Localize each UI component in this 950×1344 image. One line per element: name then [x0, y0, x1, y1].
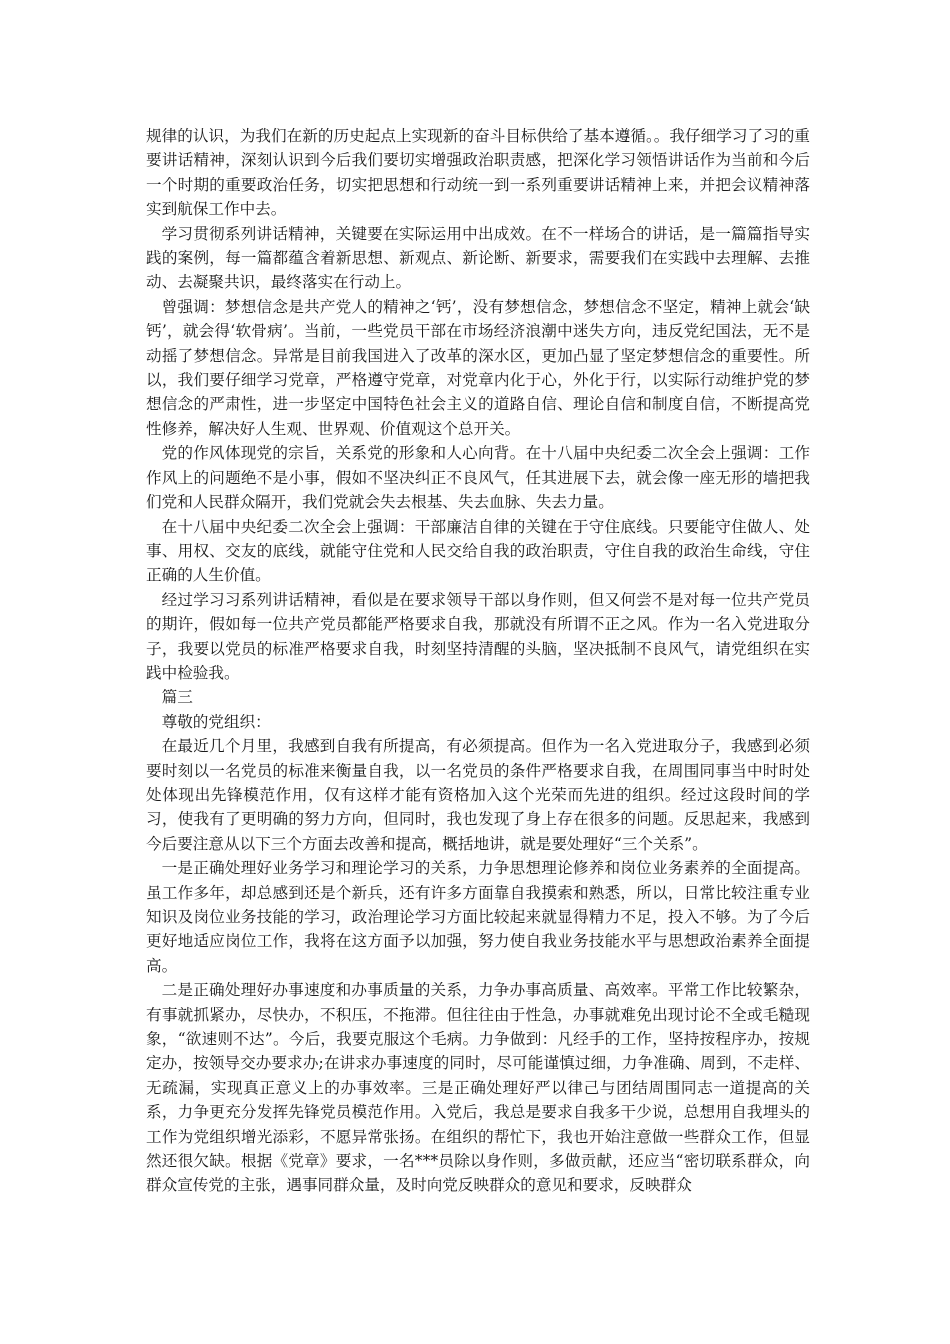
paragraph: 一是正确处理好业务学习和理论学习的关系，力争思想理论修养和岗位业务素养的全面提高。虽工作多年，却总感到还是个新兵，还有许多方面靠自我摸索和熟悉，所以，日常比较注重专业知识及岗位业务技能的学习，政治理论学习方面比较起来就显得精力不足，投入不够。为了今后更好地适应岗位工作，我将在这方面予以加强，努力使自我业务技能水平与思想政治素养全面提高。 — [146, 859, 810, 975]
paragraph: 曾强调：梦想信念是共产党人的精神之‘钙’，没有梦想信念，梦想信念不坚定，精神上就会‘缺钙’，就会得‘软骨病’。当前，一些党员干部在市场经济浪潮中迷失方向，违反党纪国法，无不是动摇了梦想信念。异常是目前我国进入了改革的深水区，更加凸显了坚定梦想信念的重要性。所以，我们要仔细学习党章，严格遵守党章，对党章内化于心，外化于行，以实际行动维护党的梦想信念的严肃性，进一步坚定中国特色社会主义的道路自信、理论自信和制度自信，不断提高党性修养，解决好人生观、世界观、价值观这个总开关。 — [146, 297, 810, 438]
paragraph: 在十八届中央纪委二次全会上强调：干部廉洁自律的关键在于守住底线。只要能守住做人、处事、用权、交友的底线，就能守住党和人民交给自我的政治职责，守住自我的政治生命线，守住正确的人生价值。 — [146, 517, 810, 585]
section-heading: 篇三 — [161, 688, 193, 707]
paragraph: 在最近几个月里，我感到自我有所提高，有必须提高。但作为一名入党进取分子，我感到必须要时刻以一名党员的标准来衡量自我，以一名党员的条件严格要求自我，在周围同事当中时时处处体现出先锋模范作用，仅有这样才能有资格加入这个光荣而先进的组织。经过这段时间的学习，使我有了更明确的努力方向，但同时，我也发现了身上存在很多的问题。反思起来，我感到今后要注意从以下三个方面去改善和提高，概括地讲，就是要处理好“三个关系”。 — [146, 737, 810, 853]
paragraph: 二是正确处理好办事速度和办事质量的关系，力争办事高质量、高效率。平常工作比较繁杂，有事就抓紧办，尽快办，不积压，不拖滞。但往往由于性急，办事就难免出现讨论不全或毛糙现象，“欲速则不达”。今后，我要克服这个毛病。力争做到：凡经手的工作，坚持按程序办，按规定办，按领导交办要求办;在讲求办事速度的同时，尽可能谨慎过细，力争准确、周到，不走样、无疏漏，实现真正意义上的办事效率。三是正确处理好严以律己与团结周围同志一道提高的关系，力争更充分发挥先锋党员模范作用。入党后，我总是要求自我多干少说，总想用自我埋头的工作为党组织增光添彩，不愿异常张扬。在组织的帮忙下，我也开始注意做一些群众工作，但显然还很欠缺。根据《党章》要求，一名***员除以身作则，多做贡献，还应当“密切联系群众，向群众宣传党的主张，遇事同群众量，及时向党反映群众的意见和要求，反映群众 — [146, 981, 810, 1195]
paragraph: 党的作风体现党的宗旨，关系党的形象和人心向背。在十八届中央纪委二次全会上强调：工作作风上的问题绝不是小事，假如不坚决纠正不良风气，任其进展下去，就会像一座无形的墙把我们党和人民群众隔开，我们党就会失去根基、失去血脉、失去力量。 — [146, 444, 810, 512]
paragraph: 经过学习习系列讲话精神，看似是在要求领导干部以身作则，但又何尝不是对每一位共产党员的期许，假如每一位共产党员都能严格要求自我，那就没有所谓不正之风。作为一名入党进取分子，我要以党员的标准严格要求自我，时刻坚持清醒的头脑，坚决抵制不良风气，请党组织在实践中检验我。 — [146, 590, 810, 682]
paragraph: 学习贯彻系列讲话精神，关键要在实际运用中出成效。在不一样场合的讲话，是一篇篇指导实践的案例，每一篇都蕴含着新思想、新观点、新论断、新要求，需要我们在实践中去理解、去推动、去凝聚共识，最终落实在行动上。 — [146, 224, 810, 292]
document-body — [146, 124, 810, 1198]
salutation: 尊敬的党组织： — [161, 712, 271, 731]
paragraph: 规律的认识，为我们在新的历史起点上实现新的奋斗目标供给了基本遵循。。我仔细学习了习的重要讲话精神，深刻认识到今后我们要切实增强政治职责感，把深化学习领悟讲话作为当前和今后一个时期的重要政治任务，切实把思想和行动统一到一系列重要讲话精神上来，并把会议精神落实到航保工作中去。 — [146, 127, 810, 219]
